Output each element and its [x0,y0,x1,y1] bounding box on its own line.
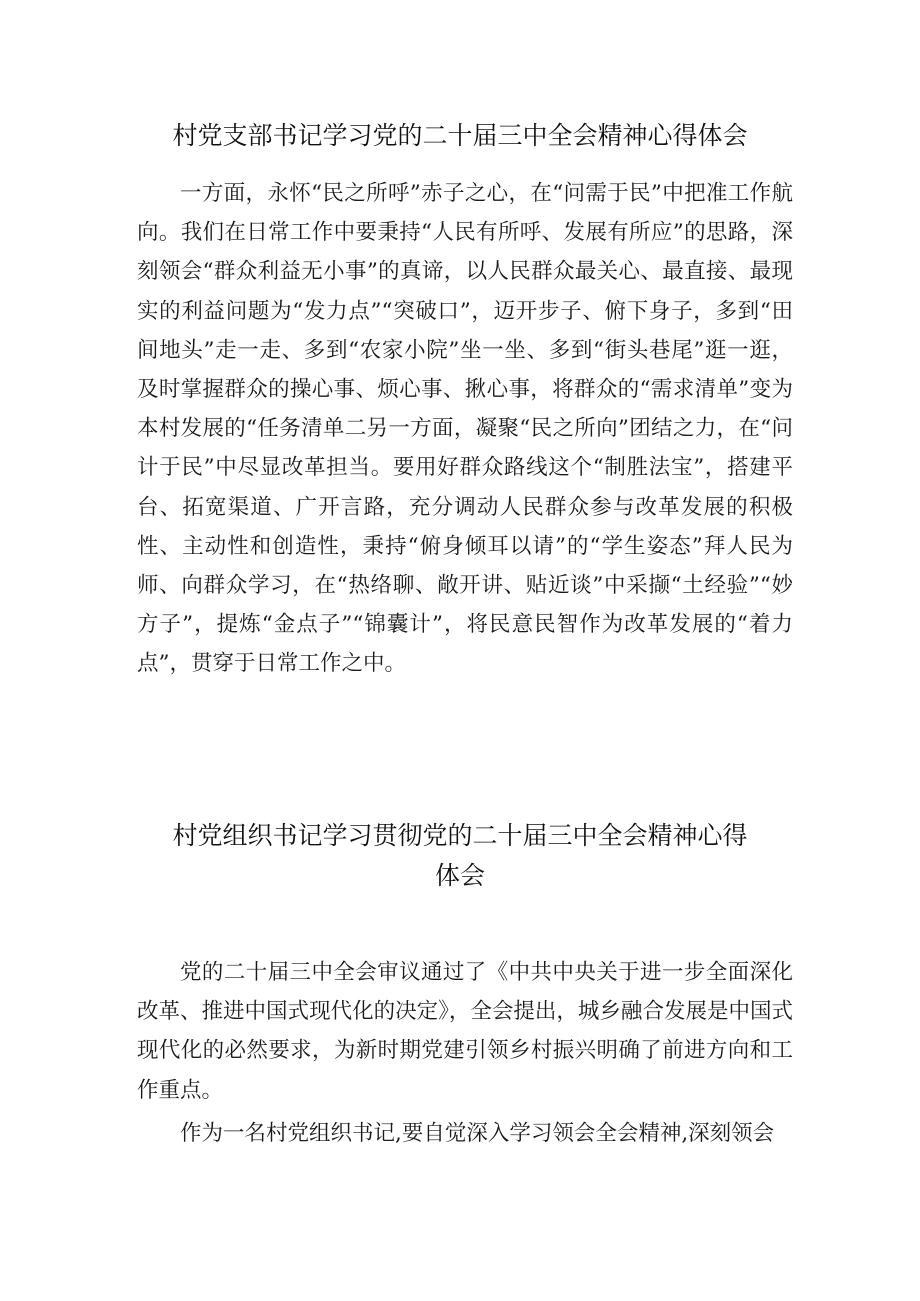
section-1-title [120,116,800,156]
section-2-paragraph-2: 作为一名村党组织书记,要自觉深入学习领会全会精神,深刻领会 [180,1120,775,1146]
section-2-title-line-2: 体会 [434,861,485,890]
section-2-paragraph-1: 党的二十届三中全会审议通过了《中共中央关于进一步全面深化改革、推进中国式现代化的决定》，全会提出，城乡融合发展是中国式现代化的必然要求，为新时期党建引领乡村振兴明确了前进方向和工作重点。 [137,960,793,1103]
section-1-title-text: 村党支部书记学习党的二十届三中全会精神心得体会 [172,121,748,150]
section-2-title [120,816,800,896]
section-1-body [137,174,793,684]
section-2-body [137,953,793,1153]
section-1-paragraph: 一方面，永怀“民之所呼”赤子之心，在“问需于民”中把准工作航向。我们在日常工作中要秉持“人民有所呼、发展有所应”的思路，深刻领会“群众利益无小事”的真谛，以人民群众最关心、最直接、最现实的利益问题为“发力点”“突破口”，迈开步子、俯下身子，多到“田间地头”走一走、多到“农家小院”坐一坐、多到“街头巷尾”逛一逛，及时掌握群众的操心事、烦心事、揪心事，将群众的“需求清单”变为本村发展的“任务清单二另一方面，凝聚“民之所向”团结之力，在“问计于民”中尽显改革担当。要用好群众路线这个“制胜法宝”，搭建平台、拓宽渠道、广开言路，充分调动人民群众参与改革发展的积极性、主动性和创造性，秉持“俯身倾耳以请”的“学生姿态”拜人民为师、向群众学习，在“热络聊、敞开讲、贴近谈”中采撷“土经验”“妙方子”，提炼“金点子”“锦囊计”，将民意民智作为改革发展的“着力点”，贯穿于日常工作之中。 [137,181,793,677]
section-2-title-line-1: 村党组织书记学习贯彻党的二十届三中全会精神心得 [172,821,748,850]
